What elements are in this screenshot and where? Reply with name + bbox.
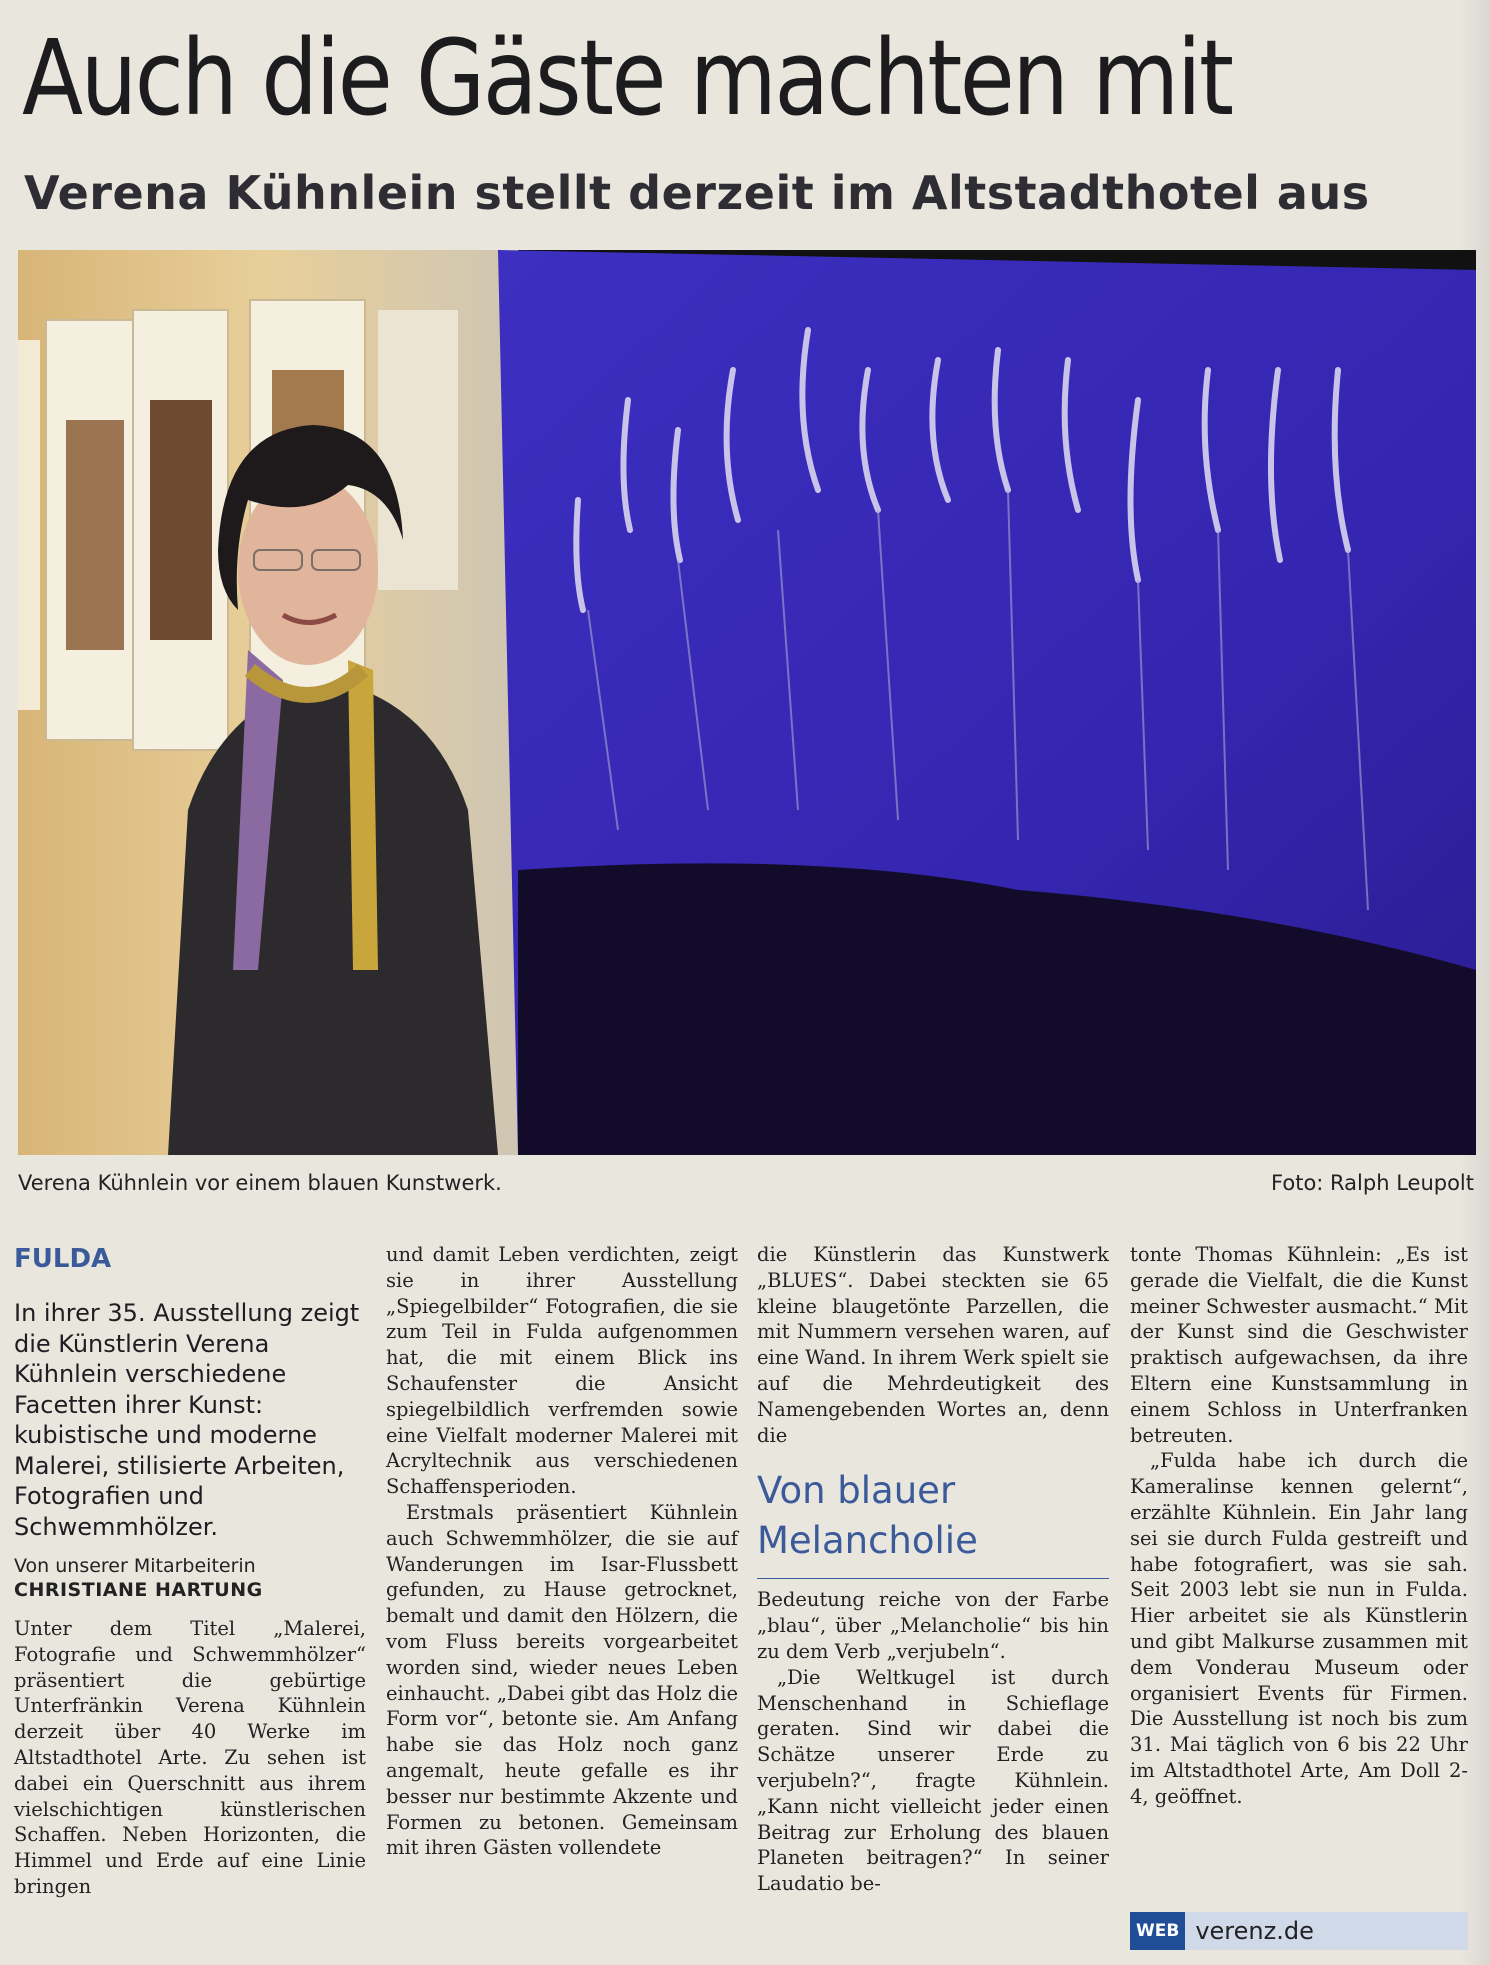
web-url-link[interactable]: verenz.de bbox=[1195, 1917, 1314, 1945]
column-2 bbox=[386, 1242, 738, 1861]
column-3 bbox=[757, 1242, 1109, 1897]
body-paragraph: Bedeutung reiche von der Farbe „blau“, über „Melancholie“ bis hin zu dem Verb „verjubeln“. bbox=[757, 1588, 1109, 1663]
headline: Auch die Gäste machten mit bbox=[22, 17, 1232, 139]
byline-name: CHRISTIANE HARTUNG bbox=[14, 1579, 263, 1601]
blue-painting bbox=[498, 250, 1476, 1155]
body-paragraph: und damit Leben verdichten, zeigt sie in ihrer Ausstellung „Spiegelbilder“ Fotografien, die sie zum Teil in Fulda aufgenommen hat, die mit einem Blick ins Schaufenster die Ansicht spiegelbildlich verfremden sowie eine Vielfalt moderner Malerei mit Acryltechnik aus verschiedenen Schaffensperioden. bbox=[386, 1243, 738, 1499]
web-badge: WEB bbox=[1130, 1912, 1185, 1950]
byline-prefix: Von unserer Mitarbeiterin bbox=[14, 1555, 256, 1577]
column-1 bbox=[14, 1242, 366, 1900]
web-link-bar[interactable] bbox=[1130, 1912, 1468, 1950]
subheading: Von blauer Melancholie bbox=[757, 1466, 1109, 1579]
body-paragraph: die Künstlerin das Kunstwerk „BLUES“. Dabei steckten sie 65 kleine blaugetönte Parzellen, die mit Nummern versehen waren, auf eine Wand. In ihrem Werk spielt sie auf die Mehrdeutigkeit des Namengebenden Wortes an, denn die bbox=[757, 1243, 1109, 1447]
dateline: FULDA bbox=[14, 1244, 112, 1274]
photo-caption: Verena Kühnlein vor einem blauen Kunstwerk. bbox=[18, 1171, 502, 1195]
body-paragraph: „Fulda habe ich durch die Kameralinse kennen gelernt“, erzählte Kühnlein. Ein Jahr lang sei sie durch Fulda gestreift und habe fotografiert, was sie sah. Seit 2003 lebt sie nun in Fulda. Hier arbeitet sie als Künstlerin und gibt Malkurse zusammen mit dem Vonderau Museum oder organisiert Events für Firmen. Die Ausstellung ist noch bis zum 31. Mai täglich von 6 bis 22 Uhr im Altstadthotel Arte, Am Doll 2-4, geöffnet. bbox=[1130, 1449, 1468, 1808]
body-paragraph: Erstmals präsentiert Kühnlein auch Schwemmhölzer, die sie auf Wanderungen im Isar-Flussbett gefunden, zu Hause getrocknet, bemalt und damit den Hölzern, die vom Fluss bereits vorgearbeitet worden sind, wieder neues Leben einhaucht. „Dabei gibt das Holz die Form vor“, betonte sie. Am Anfang habe sie das Holz noch ganz angemalt, heute gefalle es ihr besser nur bestimmte Akzente und Formen zu betonen. Gemeinsam mit ihren Gästen vollendete bbox=[386, 1500, 738, 1860]
photo-illustration bbox=[18, 250, 1476, 1155]
column-4 bbox=[1130, 1242, 1468, 1810]
article-photo bbox=[18, 250, 1476, 1155]
photo-credit: Foto: Ralph Leupolt bbox=[1271, 1171, 1474, 1195]
subheadline: Verena Kühnlein stellt derzeit im Altstadthotel aus bbox=[24, 166, 1370, 220]
body-paragraph: tonte Thomas Kühnlein: „Es ist gerade die Vielfalt, die die Kunst meiner Schwester ausmacht.“ Mit der Kunst sind die Geschwister praktisch aufgewachsen, da ihre Eltern eine Kunstsammlung in einem Schloss in Unterfranken betreuten. bbox=[1130, 1243, 1468, 1447]
body-paragraph: „Die Weltkugel ist durch Menschenhand in Schieflage geraten. Sind wir dabei die Schätze unserer Erde zu verjubeln?“, fragte Kühnlein. „Kann nicht vielleicht jeder einen Beitrag zur Erholung des blauen Planeten beitragen?“ In seiner Laudatio be- bbox=[757, 1665, 1109, 1896]
body-paragraph: Unter dem Titel „Malerei, Fotografie und Schwemmhölzer“ präsentiert die gebürtige Unterfränkin Verena Kühnlein derzeit über 40 Werke im Altstadthotel Arte. Zu sehen ist dabei ein Querschnitt aus ihrem vielschichtigen künstlerischen Schaffen. Neben Horizonten, die Himmel und Erde auf eine Linie bringen bbox=[14, 1617, 366, 1898]
lead-paragraph: In ihrer 35. Ausstellung zeigt die Künstlerin Verena Kühnlein verschiedene Facetten ihrer Kunst: kubistische und moderne Malerei, stilisierte Arbeiten, Fotografien und Schwemmhölzer. bbox=[14, 1299, 360, 1541]
